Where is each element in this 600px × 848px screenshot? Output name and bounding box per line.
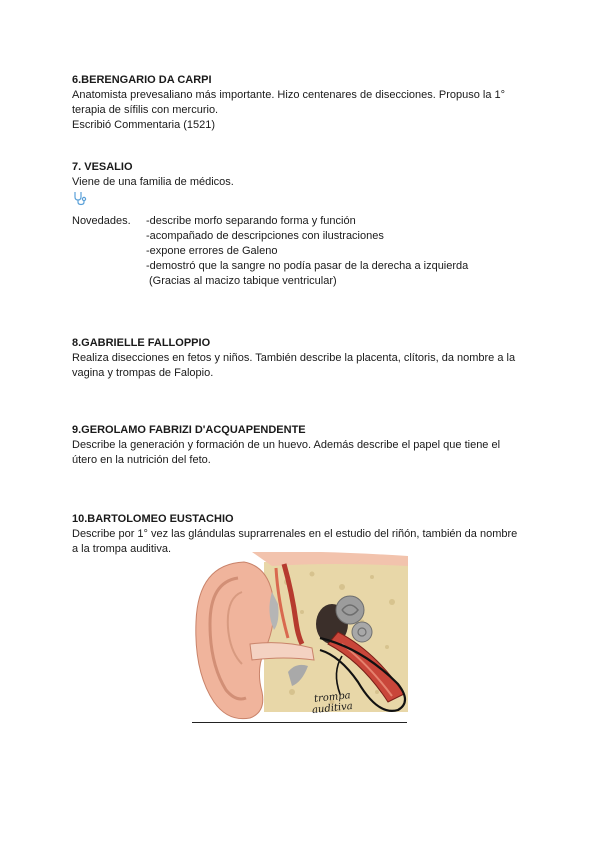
section-berengario — [72, 73, 532, 133]
ear-anatomy-illustration — [192, 552, 408, 724]
novedades-block — [72, 214, 532, 294]
figure-baseline-divider — [192, 722, 407, 723]
novedad-item: -acompañado de descripciones con ilustraciones — [146, 230, 384, 242]
section-text-line: Describe la generación y formación de un huevo. Además describe el papel que tiene el — [72, 439, 501, 451]
section-heading: 8.GABRIELLE FALLOPPIO — [72, 337, 211, 349]
section-heading: 6.BERENGARIO DA CARPI — [72, 74, 212, 86]
novedad-item: -describe morfo separando forma y función — [146, 215, 356, 227]
section-eustachio — [72, 512, 532, 557]
section-vesalio — [72, 160, 532, 294]
section-falloppio — [72, 336, 532, 381]
section-heading: 7. VESALIO — [72, 161, 133, 173]
section-heading: 9.GEROLAMO FABRIZI D'ACQUAPENDENTE — [72, 424, 306, 436]
novedad-item: -demostró que la sangre no podía pasar de la derecha a izquierda — [146, 260, 469, 272]
section-heading: 10.BARTOLOMEO EUSTACHIO — [72, 513, 234, 525]
section-text-line: Describe por 1° vez las glándulas suprarrenales en el estudio del riñón, también da nombre — [72, 528, 518, 540]
section-text-line: útero en la nutrición del feto. — [72, 454, 211, 466]
section-text-line: a la trompa auditiva. — [72, 543, 172, 555]
novedad-item: (Gracias al macizo tabique ventricular) — [149, 275, 337, 287]
stethoscope-icon — [72, 190, 532, 206]
section-text-line: Escribió Commentaria (1521) — [72, 119, 216, 131]
novedades-label: Novedades. — [72, 215, 131, 227]
section-fabrizi — [72, 423, 532, 468]
figure-annotation: trompa — [313, 690, 352, 705]
section-text-line: vagina y trompas de Falopio. — [72, 367, 214, 379]
section-text-line: terapia de sífilis con mercurio. — [72, 104, 219, 116]
section-text-line: Anatomista prevesaliano más importante. Hizo centenares de disecciones. Propuso la 1° — [72, 89, 506, 101]
section-text-line: Viene de una familia de médicos. — [72, 176, 234, 188]
figure-annotation: auditiva — [311, 700, 354, 717]
novedad-item: -expone errores de Galeno — [146, 245, 278, 257]
novedades-list — [146, 214, 468, 289]
section-text-line: Realiza disecciones en fetos y niños. También describe la placenta, clítoris, da nombre a la — [72, 352, 516, 364]
